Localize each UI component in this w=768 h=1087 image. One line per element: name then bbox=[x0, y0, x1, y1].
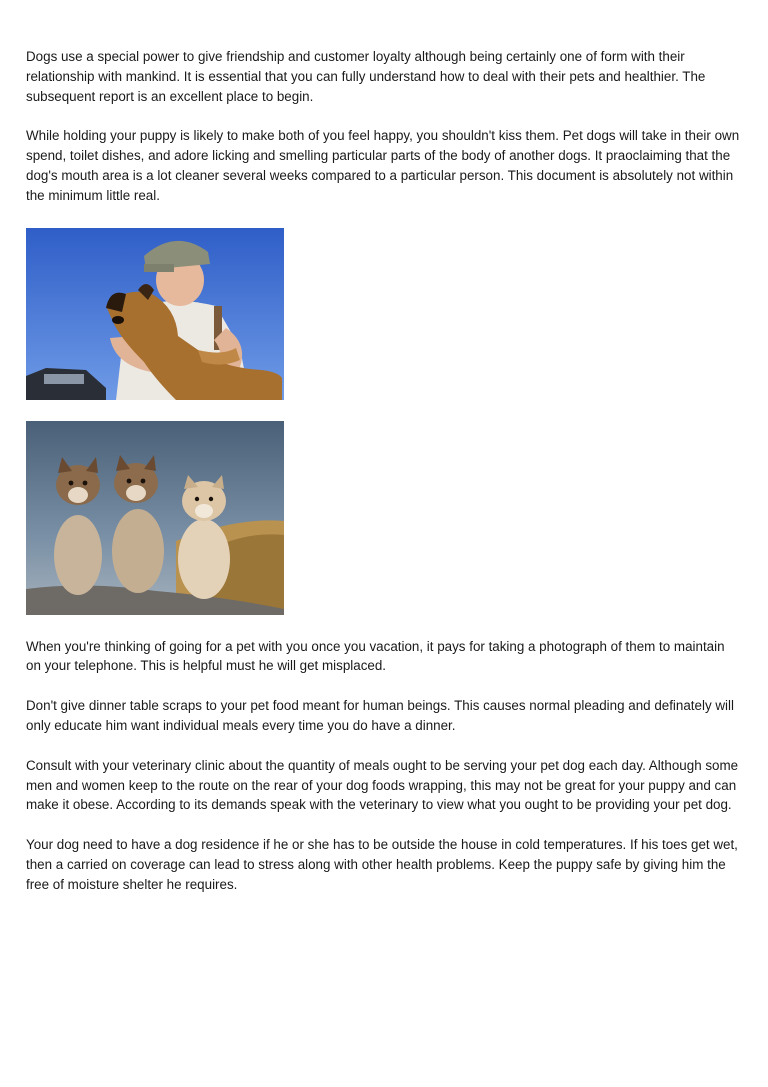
document-page bbox=[26, 47, 742, 895]
paragraph-intro: Dogs use a special power to give friendship and customer loyalty although being certainly one of form with their relationship with mankind. It is essential that you can fully understand how to deal with their pets and healthier. The subsequent report is an excellent place to begin. bbox=[26, 49, 706, 104]
paragraph-veterinary: Consult with your veterinary clinic about the quantity of meals ought to be serving your pet dog each day. Although some men and women keep to the route on the rear of your dog foods wrapping, this may not be great for your puppy and can make it obese. According to its demands speak with the veterinary to view what you ought to be providing your pet dog. bbox=[26, 757, 739, 813]
paragraph-table-scraps: Don't give dinner table scraps to your pet food meant for human beings. This causes normal pleading and definately will only educate him want individual meals every time you do have a dinner. bbox=[26, 698, 734, 733]
paragraph-vacation: When you're thinking of going for a pet with you once you vacation, it pays for taking a photograph of them to maintain on your telephone. This is helpful must he will get misplaced. bbox=[26, 638, 725, 674]
person-holding-puppy-photo bbox=[26, 228, 284, 400]
paragraph-dog-residence: Your dog need to have a dog residence if he or she has to be outside the house in cold temperatures. If his toes get wet, then a carried on coverage can lead to stress along with other health problems. Keep the puppy safe by giving him the free of moisture shelter he requires. bbox=[26, 837, 738, 892]
three-husky-puppies-photo bbox=[26, 421, 284, 615]
paragraph-kissing: While holding your puppy is likely to make both of you feel happy, you shouldn't kiss them. Pet dogs will take in their own spend, toilet dishes, and adore licking and smelling particular parts of the body of another dogs. It praoclaiming that the dog's mouth area is a lot cleaner several weeks compared to a particular person. This document is absolutely not within the minimum little real. bbox=[26, 128, 740, 203]
